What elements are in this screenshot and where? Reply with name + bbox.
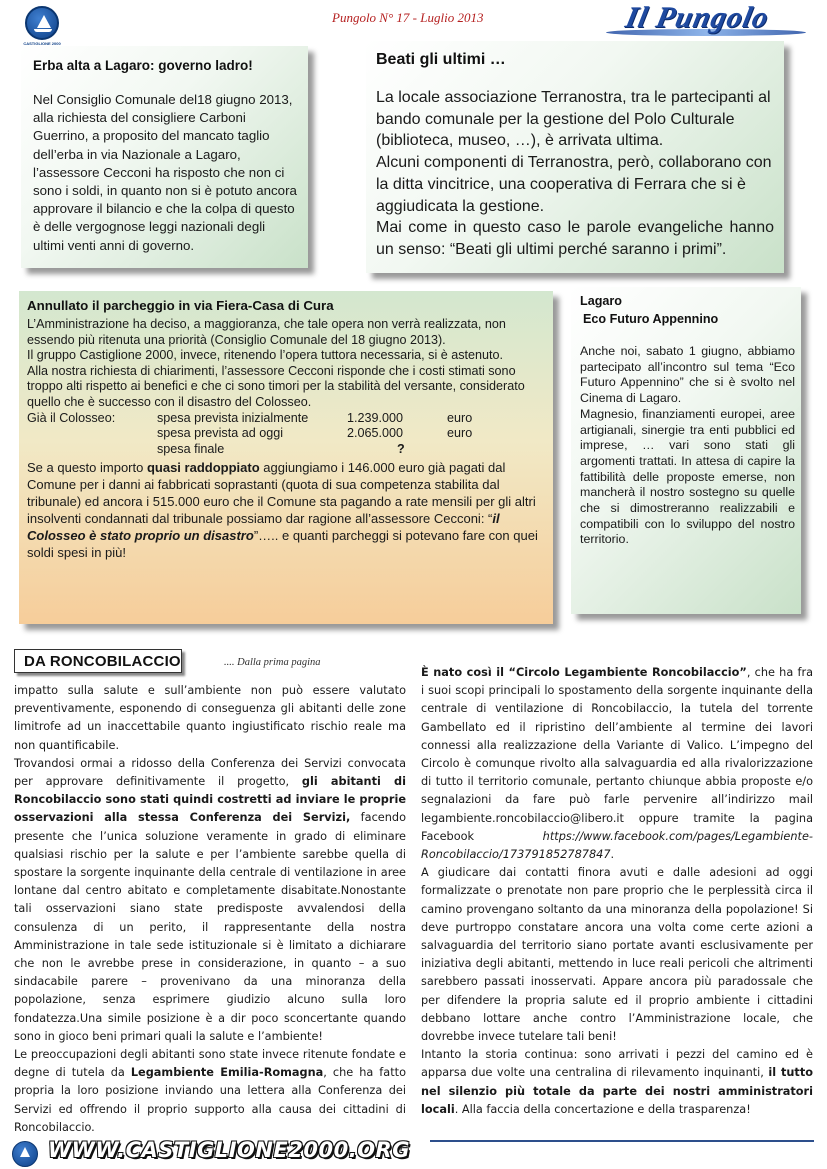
article-paragraph: Intanto la storia continua: sono arrivati i pezzi del camino ed è apparsa due volte una centralina di rilevamento inquinanti, il tutto nel silenzio più totale da parte dei nostri amministratori locali. Alla faccia della concertazione e della trasparenza!: [421, 1048, 813, 1116]
issue-line: Pungolo N° 17 - Luglio 2013: [332, 10, 484, 25]
article-paragraph: Trovandosi ormai a ridosso della Conferenza dei Servizi convocata per approvare definitivamente il progetto, gli abitanti di Roncobilaccio sono stati quindi costretti ad inviare le proprie osservazioni alla stessa Conferenza dei Servizi, facendo presente che l’unica soluzione veramente in grado di eliminare qualsiasi rischio per la salute e per l’ambiente sarebbe quella di spostare la sorgente inquinante della centrale di ventilazione in aree lontane dal centro abitato e completamente disabitate.Nonostante tali osservazioni siano state predisposte avvalendosi della consulenza di un perito, il rappresentante della nostra Amministrazione in tale sede istituzionale si è limitato a dichiarare che non le avrebbe prese in considerazione, in quanto – a suo sindacabile parere – provenivano da una minoranza della popolazione, senza esprimere giudizio alcuno sulla loro fondatezza.Una simile posizione è a dir poco sconcertante quando sono in gioco beni primari quali la salute e l’ambiente!: [14, 756, 406, 1043]
cost-row: [27, 442, 545, 458]
article-lagaro: [571, 287, 801, 614]
article-body: Nel Consiglio Comunale del18 giugno 2013, alla richiesta del consigliere Carboni Guerrino, a proposito del mancato taglio dell’erba in via Nazionale a Lagaro, l’assessore Cecconi ha risposto che non ci sono i soldi, in quanto non si è potuto ancora approvare il bilancio e che la colpa di questo è delle vergognose leggi nazionali degli ultimi venti anni di governo.: [33, 92, 297, 253]
article-subtitle: Eco Futuro Appennino: [583, 312, 719, 326]
article-paragraph: Il gruppo Castiglione 2000, invece, ritenendo l’opera tuttora necessaria, si è astenuto.: [27, 348, 504, 363]
masthead-title: Il Pungolo: [622, 1, 773, 34]
article-paragraph: Alla nostra richiesta di chiarimenti, l’assessore Cecconi risponde che i costi stimati sono troppo alti rispetto ai benefici e che ci sono timori per la stabilità del versante, considerato quello che è successo con il disastro del Colosseo.: [27, 363, 525, 409]
article-paragraph: Le preoccupazioni degli abitanti sono state invece ritenute fondate e degne di tutela da Legambiente Emilia-Romagna, che ha fatto propria la loro posizione inviando una lettera alla Conferenza dei Servizi ed offrendo il proprio supporto alla causa dei cittadini di Roncobilaccio.: [14, 1048, 406, 1134]
sailboat-logo-icon: [12, 1141, 38, 1167]
cost-row: [27, 411, 545, 427]
cost-value: ?: [397, 441, 405, 456]
column-left: [14, 682, 406, 1137]
article-title: Lagaro: [580, 294, 622, 308]
cost-row: [27, 426, 545, 442]
article-paragraph: Alcuni componenti di Terranostra, però, collaborano con la ditta vincitrice, una cooperativa di Ferrara che si è aggiudicata la gestione.: [376, 154, 772, 215]
article-paragraph: Se a questo importo quasi raddoppiato aggiungiamo i 146.000 euro già pagati dal Comune per i danni ai fabbricati soprastanti (quota di sua competenza stabilita dal tribunale) ed ancora i 515.000 euro che il Comune sta pagando a rate mensili per gli altri insolventi condannati dal tribunale possiamo dar ragione all’assessore Cecconi: “il Colosseo è stato proprio un disastro”….. e quanti parcheggi si potevano fare con quei soldi spesi in più!: [27, 460, 538, 561]
cost-unit: [447, 442, 487, 458]
section-header: DA RONCOBILACCIO: [14, 649, 182, 673]
article-title: Annullato il parcheggio in via Fiera-Casa di Cura: [27, 298, 334, 313]
column-right: [421, 664, 813, 1119]
sailboat-logo-icon: [25, 6, 59, 40]
website-url[interactable]: WWW.CASTIGLIONE2000.ORG: [48, 1138, 410, 1162]
article-paragraph: L’Amministrazione ha deciso, a maggioranza, che tale opera non verrà realizzata, non essendo più ritenuta una priorità (Consiglio Comunale del 18 giugno 2013).: [27, 317, 506, 347]
cost-label: spesa prevista ad oggi: [157, 426, 284, 441]
masthead-logo: [606, 1, 806, 39]
article-paragraph: La locale associazione Terranostra, tra le partecipanti al bando comunale per la gestione del Polo Culturale (biblioteca, museo, …), è arrivata ultima.: [376, 89, 771, 150]
cost-unit: euro: [447, 410, 473, 425]
article-paragraph: impatto sulla salute e sull’ambiente non può essere valutato preventivamente, esponendo di conseguenza gli abitanti delle zone limitrofe ad un inaccettabile quanto ingiustificato rischio reale ma non quantificabile.: [14, 684, 406, 752]
cost-value: 2.065.000: [347, 426, 404, 441]
continued-note: .... Dalla prima pagina: [224, 657, 321, 668]
footer-divider: [430, 1140, 814, 1142]
cost-table: [27, 411, 545, 458]
logo-caption: CASTIGLIONE 2000: [23, 41, 61, 46]
article-paragraph: È nato così il “Circolo Legambiente Roncobilaccio”, che ha fra i suoi scopi principali lo spostamento della sorgente inquinante della centrale di ventilazione di Roncobilaccio, la tutela del torrente Gambellato ed il ripristino dell’ambiente al termine dei lavori connessi alla realizzazione della Variante di Valico. L’impegno del Circolo è comunque rivolto alla salvaguardia ed alla rivalorizzazione di tutto il territorio comunale, pertanto chiunque abbia proposte e/o segnalazioni da fare può farle pervenire all’indirizzo mail legambiente.roncobilaccio@libero.it oppure tramite la pagina Facebook https://www.facebook.com/pages/Legambiente-Roncobilaccio/173791852787847.: [421, 666, 814, 862]
cost-lead: Già il Colosseo:: [27, 410, 116, 425]
article-parcheggio: [19, 291, 553, 624]
facebook-link[interactable]: https://www.facebook.com/pages/Legambiente-Roncobilaccio/173791852787847: [421, 829, 813, 862]
article-paragraph: Mai come in questo caso le parole evangeliche hanno un senso: “Beati gli ultimi perché saranno i primi”.: [376, 219, 774, 258]
article-paragraph: Magnesio, finanziamenti europei, aree artigianali, sinergie tra enti pubblici ed imprese, … vari sono stati gli argomenti trattati. In attesa di capire la fattibilità delle proposte emerse, non mancherà il nostro sostegno su quelle che si dimostreranno realizzabili e compatibili con lo sviluppo del nostro territorio.: [580, 406, 795, 547]
cost-unit: euro: [447, 426, 473, 441]
article-erba-alta: [21, 46, 308, 268]
article-title: Erba alta a Lagaro: governo ladro!: [33, 58, 253, 73]
cost-value: 1.239.000: [347, 410, 404, 425]
cost-label: spesa prevista inizialmente: [157, 410, 309, 425]
article-title: Beati gli ultimi …: [376, 51, 506, 68]
cost-label: spesa finale: [157, 441, 225, 456]
article-paragraph: A giudicare dai contatti finora avuti e dalle adesioni ad oggi formalizzate o prenotate non pare proprio che le perplessità circa il camino provengano soltanto da una minoranza della popolazione! Si deve purtroppo constatare ancora una volta come certe azioni a salvaguardia del territorio siano portate avanti esclusivamente per iniziativa degli abitanti, mettendo in luce reali pericoli che altrimenti sarebbero passati inosservati. Appare ancora più paradossale che per difendere la propria salute ed il proprio ambiente i cittadini debbano lottare anche contro l’Amministrazione locale, che dovrebbe invece tutelare tali beni!: [421, 866, 813, 1044]
article-beati-gli-ultimi: [366, 41, 784, 273]
article-paragraph: Anche noi, sabato 1 giugno, abbiamo partecipato all’incontro sul tema “Eco Futuro Appennino” che si è svolto nel Cinema di Lagaro.: [580, 344, 795, 406]
